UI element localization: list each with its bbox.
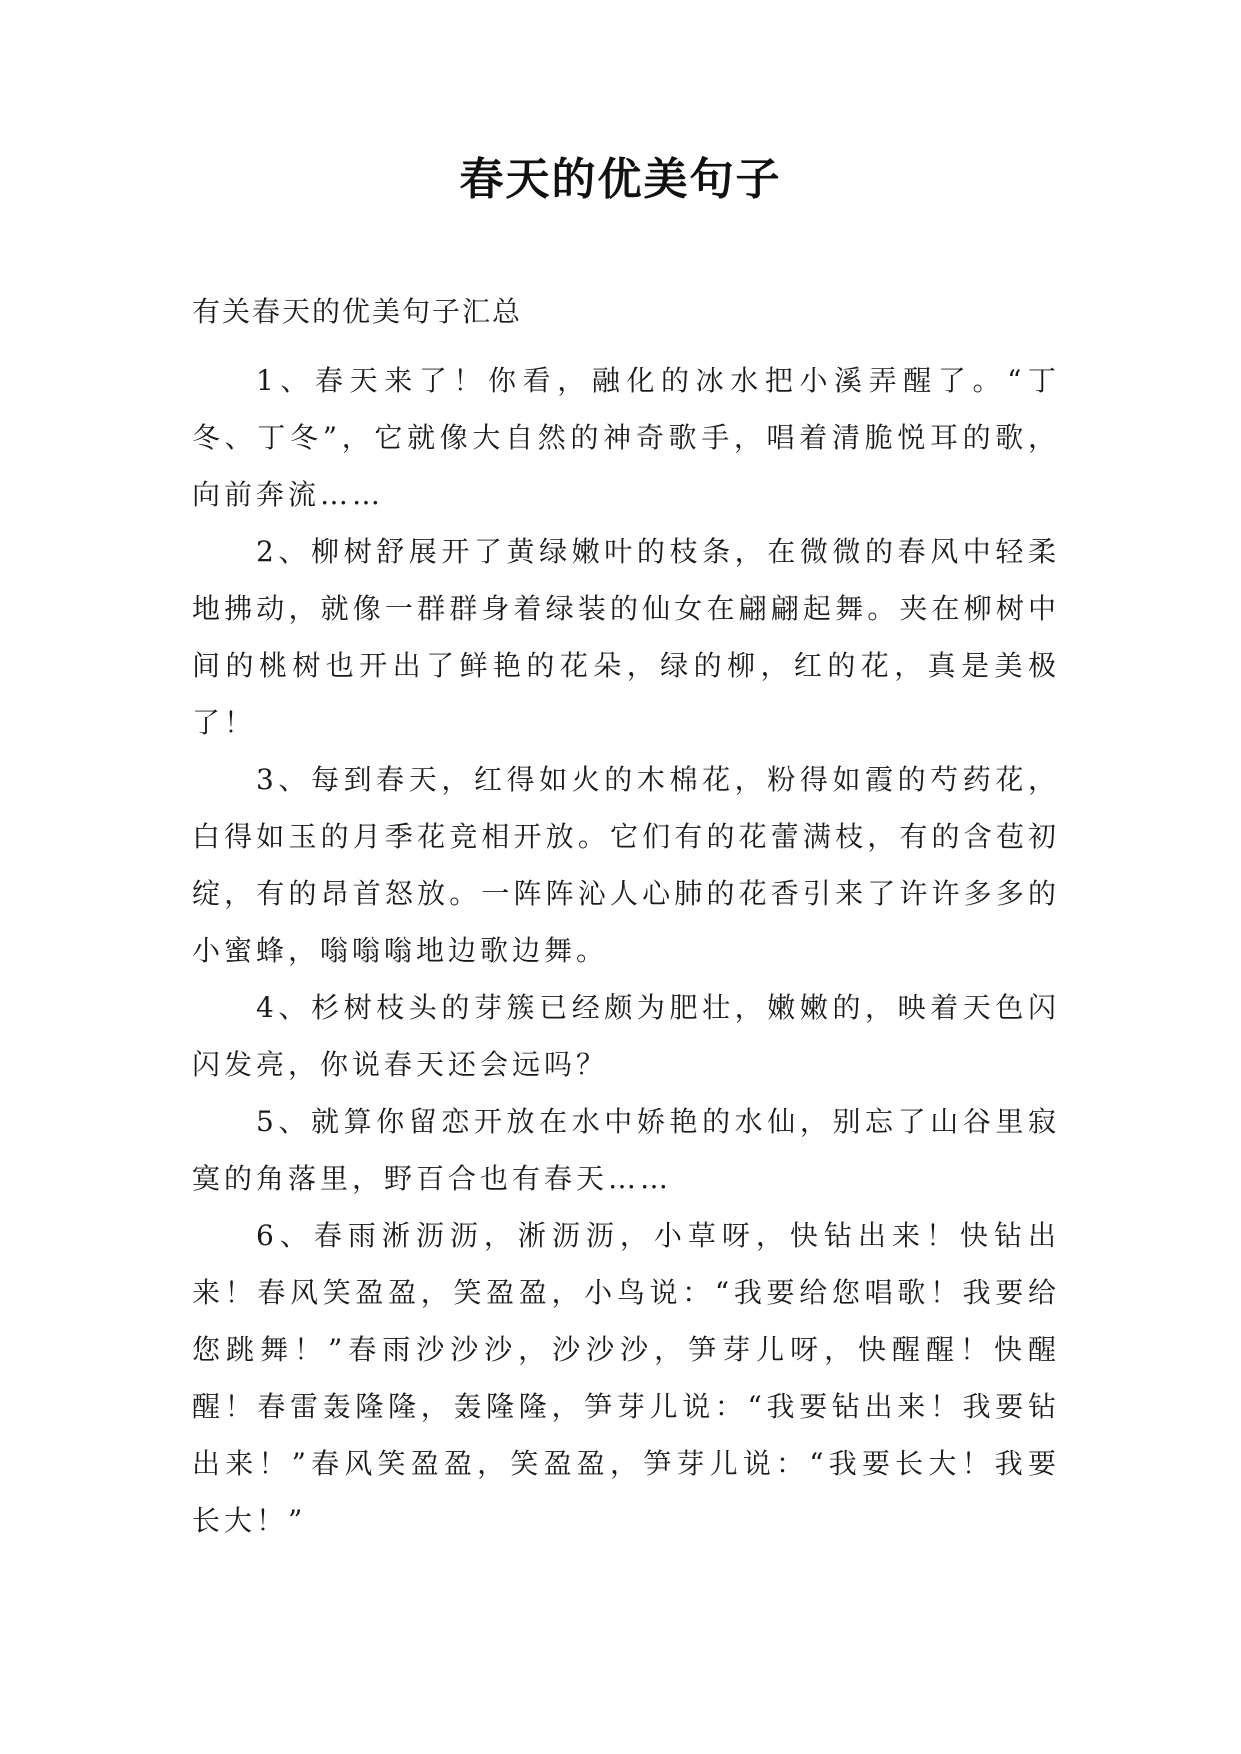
document-body: [192, 352, 1060, 1549]
paragraph-5: 5、就算你留恋开放在水中娇艳的水仙，别忘了山谷里寂寞的角落里，野百合也有春天……: [192, 1105, 1060, 1195]
document-subtitle: 有关春天的优美句子汇总: [192, 295, 523, 328]
paragraph-2: 2、柳树舒展开了黄绿嫩叶的枝条，在微微的春风中轻柔地拂动，就像一群群身着绿装的仙女在翩翩起舞。夹在柳树中间的桃树也开出了鲜艳的花朵，绿的柳，红的花，真是美极了！: [192, 535, 1060, 739]
paragraph-3: 3、每到春天，红得如火的木棉花，粉得如霞的芍药花，白得如玉的月季花竞相开放。它们有的花蕾满枝，有的含苞初绽，有的昂首怒放。一阵阵沁人心肺的花香引来了许许多多的小蜜蜂，嗡嗡嗡地边歌边舞。: [192, 763, 1060, 967]
paragraph-1: 1、春天来了！你看，融化的冰水把小溪弄醒了。“丁冬、丁冬”，它就像大自然的神奇歌手，唱着清脆悦耳的歌，向前奔流……: [192, 364, 1060, 511]
paragraph-4: 4、杉树枝头的芽簇已经颇为肥壮，嫩嫩的，映着天色闪闪发亮，你说春天还会远吗？: [192, 991, 1060, 1081]
page-title: 春天的优美句子: [459, 154, 782, 205]
paragraph-6: 6、春雨淅沥沥，淅沥沥，小草呀，快钻出来！快钻出来！春风笑盈盈，笑盈盈，小鸟说：“我要给您唱歌！我要给您跳舞！”春雨沙沙沙，沙沙沙，笋芽儿呀，快醒醒！快醒醒！春雷轰隆隆，轰隆隆，笋芽儿说：“我要钻出来！我要钻出来！”春风笑盈盈，笑盈盈，笋芽儿说：“我要长大！我要长大！”: [192, 1219, 1060, 1537]
